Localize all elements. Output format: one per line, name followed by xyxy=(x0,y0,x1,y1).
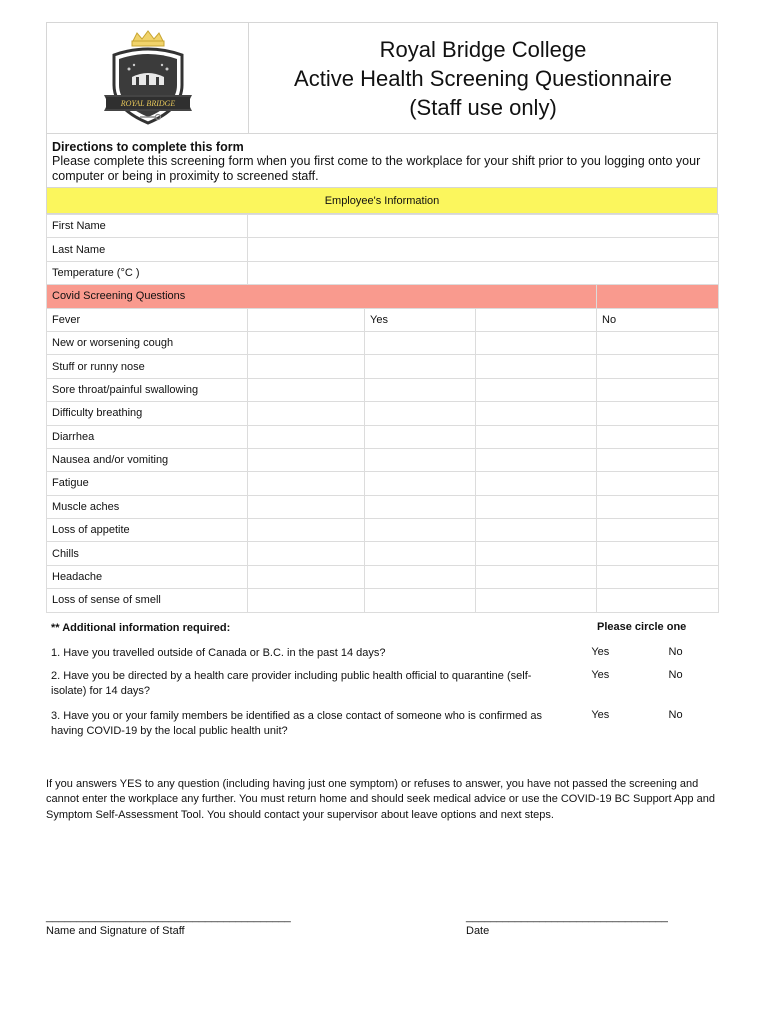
employee-info-heading: Employee's Information xyxy=(46,188,718,214)
temperature-input[interactable] xyxy=(248,261,719,284)
additional-info-section xyxy=(46,621,718,741)
screening-form xyxy=(46,22,718,741)
table-row xyxy=(47,238,719,261)
table-row xyxy=(47,495,719,518)
field-label: Last Name xyxy=(47,238,248,261)
question-row xyxy=(46,669,718,709)
table-row xyxy=(47,261,719,284)
yes-option[interactable]: Yes xyxy=(591,645,610,658)
last-name-input[interactable] xyxy=(248,238,719,261)
symptom-label: Nausea and/or vomiting xyxy=(47,448,248,471)
no-option[interactable]: No xyxy=(668,645,683,658)
symptom-label: Sore throat/painful swallowing xyxy=(47,378,248,401)
table-row xyxy=(47,448,719,471)
question-row xyxy=(46,709,718,741)
yes-option[interactable]: Yes xyxy=(591,668,610,681)
no-option[interactable]: No xyxy=(668,708,683,721)
table-row xyxy=(47,355,719,378)
yes-option[interactable]: Yes xyxy=(591,708,610,721)
symptom-label: Fever xyxy=(47,308,248,331)
covid-heading-row xyxy=(47,285,719,308)
logo-text: ROYAL BRIDGE xyxy=(120,99,175,108)
question-row xyxy=(46,646,718,669)
signature-line[interactable]: ________________________________________ xyxy=(46,911,291,923)
symptom-label: New or worsening cough xyxy=(47,331,248,354)
table-row xyxy=(47,565,719,588)
symptom-label: Difficulty breathing xyxy=(47,402,248,425)
table-row xyxy=(47,519,719,542)
table-row xyxy=(47,308,719,331)
symptom-label: Diarrhea xyxy=(47,425,248,448)
symptom-label: Headache xyxy=(47,565,248,588)
directions-text: Please complete this screening form when you first come to the workplace for your shift prior to you logging onto your computer or being in proximity to screened staff. xyxy=(52,154,701,183)
no-column-label: No xyxy=(597,308,719,331)
additional-info-header xyxy=(46,621,718,646)
symptom-label: Loss of appetite xyxy=(47,519,248,542)
date-label: Date xyxy=(466,925,490,937)
table-row xyxy=(47,402,719,425)
table-row xyxy=(47,215,719,238)
symptom-label: Muscle aches xyxy=(47,495,248,518)
symptom-label: Loss of sense of smell xyxy=(47,589,248,612)
table-row xyxy=(47,472,719,495)
table-row xyxy=(47,425,719,448)
date-line[interactable]: _________________________________ xyxy=(466,911,668,923)
table-row xyxy=(47,589,719,612)
additional-info-heading: ** Additional information required: xyxy=(51,621,231,634)
screening-table xyxy=(46,214,719,613)
title-block xyxy=(249,23,717,133)
yes-column-label: Yes xyxy=(365,308,476,331)
question-text: 3. Have you or your family members be identified as a close contact of someone who is confirmed as having COVID-19 by the local public health unit? xyxy=(51,709,542,737)
table-row xyxy=(47,378,719,401)
table-row xyxy=(47,331,719,354)
covid-heading: Covid Screening Questions xyxy=(47,285,597,308)
table-row xyxy=(47,542,719,565)
circle-one-label: Please circle one xyxy=(597,620,687,633)
college-crest-logo xyxy=(96,29,200,127)
symptom-label: Fatigue xyxy=(47,472,248,495)
staff-signature-block xyxy=(46,910,291,938)
signature-label: Name and Signature of Staff xyxy=(46,925,185,937)
form-subtitle: (Staff use only) xyxy=(409,94,557,120)
form-title: Active Health Screening Questionnaire xyxy=(294,65,672,91)
symptom-label: Chills xyxy=(47,542,248,565)
screening-notice: If you answers YES to any question (including having just one symptom) or refuses to answer, you have not passed the screening and cannot enter the workplace any further. You must return home and should seek medical advice or use the COVID-19 BC Support App and Symptom Self-Assessment Tool. You should contact your supervisor about leave options and next steps. xyxy=(46,778,715,821)
directions-title: Directions to complete this form xyxy=(52,140,244,154)
question-text: 1. Have you travelled outside of Canada or B.C. in the past 14 days? xyxy=(51,646,386,659)
question-text: 2. Have you be directed by a health care provider including public health official to quarantine (self-isolate) for 14 days? xyxy=(51,669,532,697)
directions-section xyxy=(46,134,718,188)
date-block xyxy=(466,910,668,938)
no-option[interactable]: No xyxy=(668,668,683,681)
form-header xyxy=(46,22,718,134)
field-label: Temperature (°C ) xyxy=(47,261,248,284)
first-name-input[interactable] xyxy=(248,215,719,238)
logo-cell xyxy=(47,23,249,133)
college-name: Royal Bridge College xyxy=(379,36,587,62)
field-label: First Name xyxy=(47,215,248,238)
symptom-label: Stuff or runny nose xyxy=(47,355,248,378)
